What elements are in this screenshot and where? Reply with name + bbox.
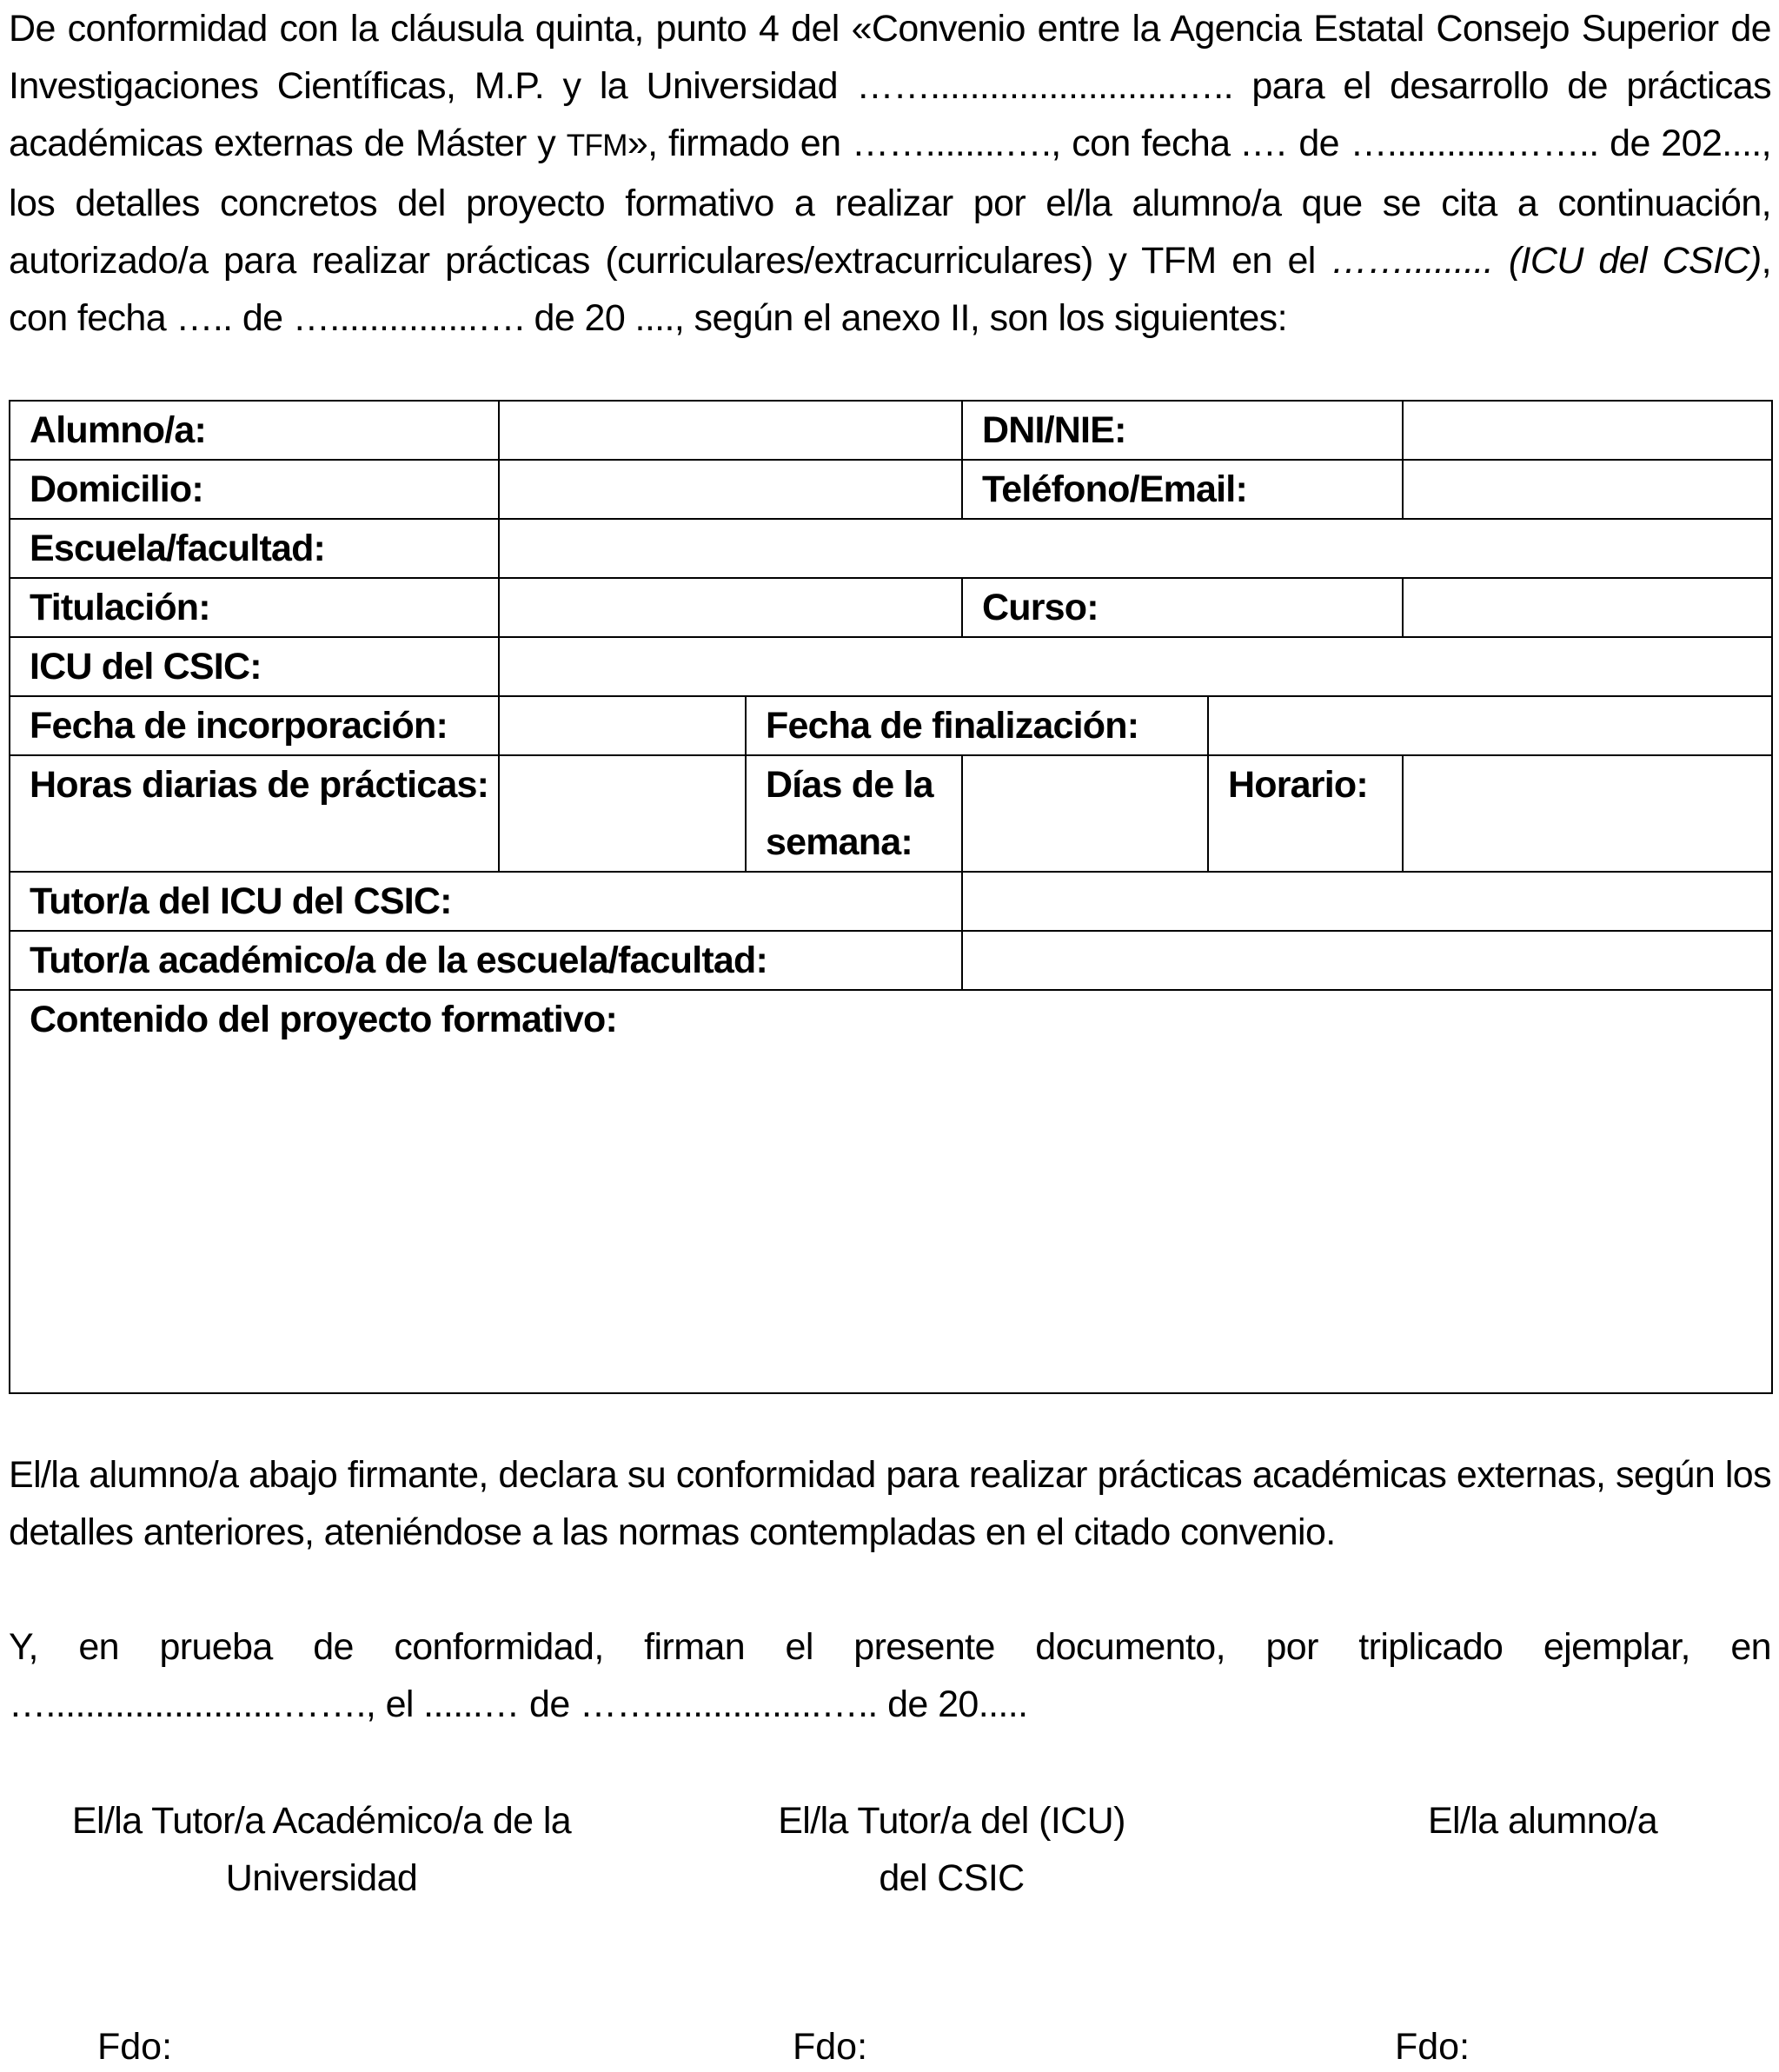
- horario-label: Horario:: [1208, 755, 1403, 872]
- contenido-label[interactable]: Contenido del proyecto formativo:: [10, 990, 1772, 1393]
- signature-student: [1325, 1792, 1760, 1850]
- form-row-titulacion: [10, 578, 1772, 637]
- form-row-domicilio: [10, 460, 1772, 519]
- intro-text-1: De conformidad con la cláusula quinta, punto 4 del «Convenio entre la Agencia Estatal Consejo Superior de Investigaciones Científicas, M.P. y la Universidad …….........................….. para el desarrollo de prácticas académicas externas de Máster y: [9, 8, 1771, 164]
- telefono-field[interactable]: [1403, 460, 1772, 519]
- icu-label: ICU del CSIC:: [10, 637, 499, 696]
- academic-tutor-title-2: Universidad: [225, 1857, 418, 1899]
- titulacion-field[interactable]: [499, 578, 962, 637]
- curso-label: Curso:: [962, 578, 1403, 637]
- academic-tutor-title: El/la Tutor/a Académico/a de la: [71, 1800, 572, 1842]
- escuela-field[interactable]: [499, 519, 1772, 578]
- signature-academic-tutor: [61, 1792, 582, 1907]
- proof-paragraph: Y, en prueba de conformidad, firman el presente documento, por triplicado ejemplar, en …........................……., el ......… de …….................….. de 20.....: [9, 1626, 1771, 1725]
- icu-tutor-title-2: del CSIC: [879, 1857, 1025, 1899]
- horas-label: Horas diarias de prácticas:: [10, 755, 499, 872]
- domicilio-label: Domicilio:: [10, 460, 499, 519]
- form-row-alumno: [10, 401, 1772, 460]
- fecha-finalizacion-field[interactable]: [1208, 696, 1772, 755]
- fdo-academic-tutor: Fdo:: [97, 2026, 173, 2068]
- dni-field[interactable]: [1403, 401, 1772, 460]
- form-row-icu: [10, 637, 1772, 696]
- tutor-academico-label: Tutor/a académico/a de la escuela/facultad:: [10, 931, 962, 990]
- escuela-label: Escuela/facultad:: [10, 519, 499, 578]
- intro-text-2: », firmado en ……........…., con fecha .… de …............…….. de 202...., los detalles concretos del proyecto formativo a realizar por el/la alumno/a que se cita a continuación, autorizado/a para realizar prácticas (curriculares/extracurriculares) y TFM en el: [9, 123, 1771, 282]
- declaration-paragraph: El/la alumno/a abajo firmante, declara su conformidad para realizar prácticas académicas externas, según los detalles anteriores, ateniéndose a las normas contempladas en el citado convenio.: [9, 1454, 1771, 1553]
- intro-icu-placeholder: ……......... (ICU del CSIC): [1331, 240, 1762, 282]
- horas-field[interactable]: [499, 755, 746, 872]
- domicilio-field[interactable]: [499, 460, 962, 519]
- icu-tutor-title: El/la Tutor/a del (ICU): [778, 1800, 1125, 1842]
- fdo-icu-tutor: Fdo:: [793, 2026, 868, 2068]
- training-project-form: [9, 400, 1773, 1394]
- horario-field[interactable]: [1403, 755, 1772, 872]
- signature-icu-tutor: [691, 1792, 1212, 1907]
- dni-label: DNI/NIE:: [962, 401, 1403, 460]
- telefono-label: Teléfono/Email:: [962, 460, 1403, 519]
- dias-field[interactable]: [962, 755, 1208, 872]
- intro-text-3: , con fecha ….. de …...............…. de 20 ...., según el anexo II, son los siguientes:: [9, 240, 1771, 339]
- fdo-student: Fdo:: [1395, 2026, 1470, 2068]
- curso-field[interactable]: [1403, 578, 1772, 637]
- tutor-academico-field[interactable]: [962, 931, 1772, 990]
- alumno-field[interactable]: [499, 401, 962, 460]
- form-row-tutor-icu: [10, 872, 1772, 931]
- intro-paragraph: [9, 0, 1771, 347]
- dias-label: Días de la semana:: [746, 755, 962, 872]
- titulacion-label: Titulación:: [10, 578, 499, 637]
- fecha-incorporacion-label: Fecha de incorporación:: [10, 696, 499, 755]
- student-title: El/la alumno/a: [1427, 1800, 1658, 1842]
- form-row-contenido: [10, 990, 1772, 1393]
- tutor-icu-label: Tutor/a del ICU del CSIC:: [10, 872, 962, 931]
- icu-field[interactable]: [499, 637, 1772, 696]
- form-row-horas: [10, 755, 1772, 872]
- form-row-tutor-academico: [10, 931, 1772, 990]
- intro-tfm: TFM: [566, 129, 627, 163]
- form-row-fechas: [10, 696, 1772, 755]
- tutor-icu-field[interactable]: [962, 872, 1772, 931]
- alumno-label: Alumno/a:: [10, 401, 499, 460]
- form-row-escuela: [10, 519, 1772, 578]
- fecha-incorporacion-field[interactable]: [499, 696, 746, 755]
- fecha-finalizacion-label: Fecha de finalización:: [746, 696, 1208, 755]
